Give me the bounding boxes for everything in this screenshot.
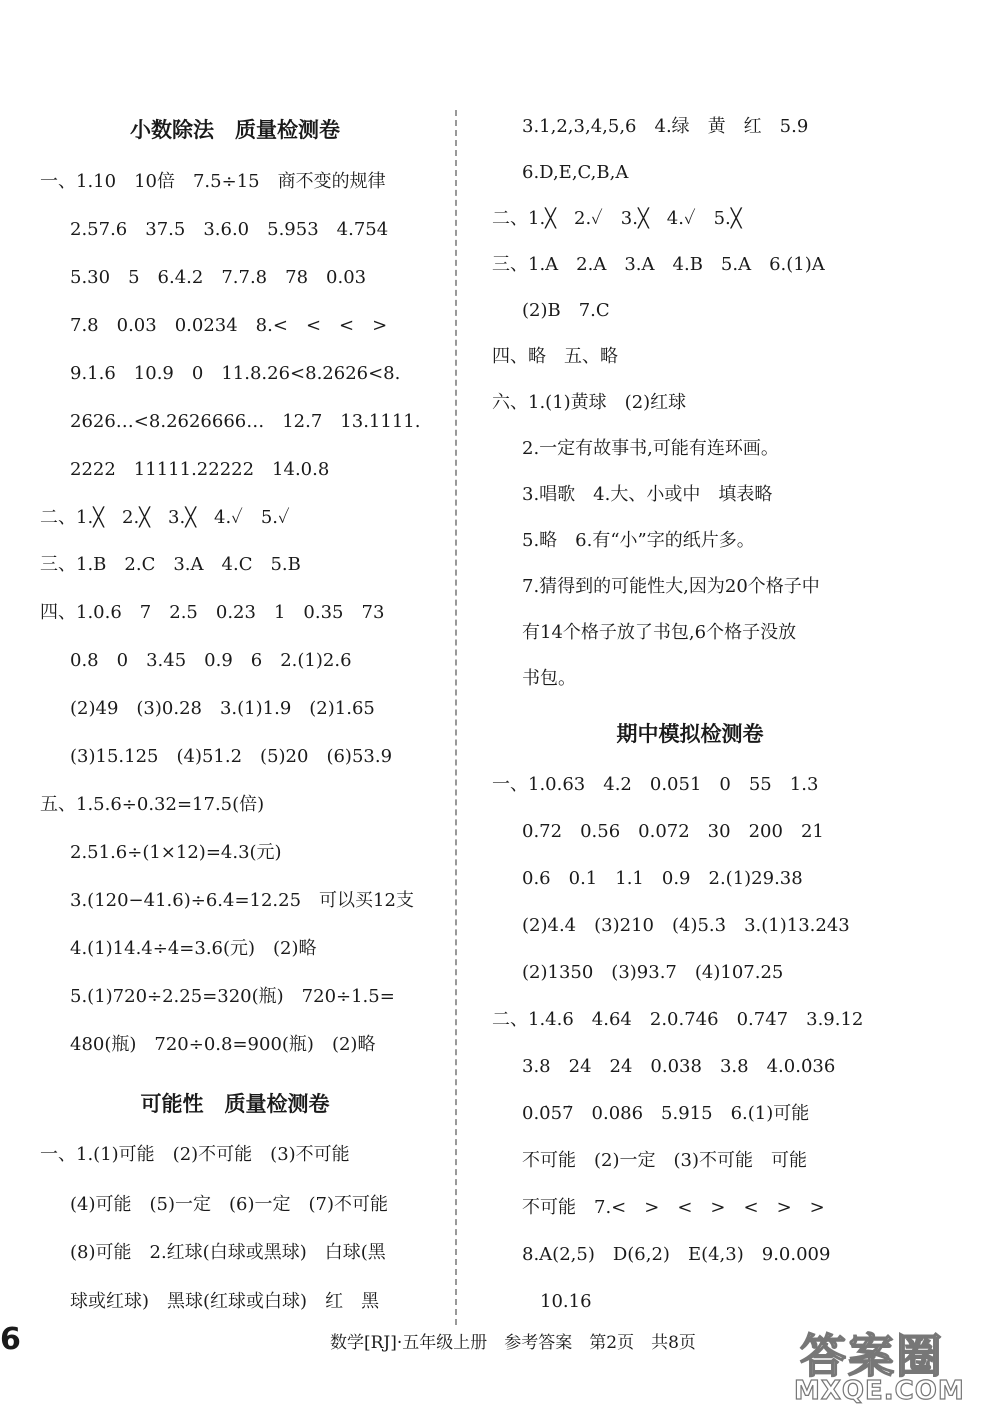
answer-line: 二、1.4.6 4.64 2.0.7̇46̇ 0.747 3.9.12 <box>492 1009 864 1030</box>
footer-text: 数学[RJ]·五年级上册 参考答案 第2页 共8页 <box>330 1333 696 1353</box>
answer-line: 7.8 0.03 0.0234 8.< < < > <box>70 315 388 336</box>
answer-line: (4)可能 (5)一定 (6)一定 (7)不可能 <box>70 1194 388 1215</box>
answer-line: (2)1350 (3)93.7 (4)107.25 <box>522 962 784 983</box>
section-title-midterm: 期中模拟检测卷 <box>616 722 764 746</box>
answer-line: 5.30 5 6.4.2 7.7.8 78 0.03 <box>70 267 367 288</box>
section-title-decimal-division: 小数除法 质量检测卷 <box>130 118 340 142</box>
answer-line: 0.72 0.56 0.072 30 200 21 <box>522 821 824 842</box>
answer-line: 3.唱歌 4.大、小或中 填表略 <box>522 484 773 505</box>
answer-line: 0.0̇57̇ 0.086 5.915 6.(1)可能 <box>522 1103 810 1124</box>
answer-line: 五、1.5.6÷0.32=17.5(倍) <box>40 794 265 815</box>
answer-line: 480(瓶) 720÷0.8=900(瓶) (2)略 <box>70 1034 376 1055</box>
answer-line: 书包。 <box>522 668 576 689</box>
answer-line: 5.略 6.有“小”字的纸片多。 <box>522 530 755 551</box>
column-divider <box>455 110 457 1325</box>
answer-line: 5.(1)720÷2.25=320(瓶) 720÷1.5= <box>70 986 395 1007</box>
answer-line: 0.8 0 3.45 0.9 6 2.(1)2.6 <box>70 650 352 671</box>
answer-line: 二、1.╳ 2.✓ 3.╳ 4.✓ 5.╳ <box>492 208 742 229</box>
answer-line: 7.猜得到的可能性大,因为20个格子中 <box>522 576 820 597</box>
answer-line: 三、1.B 2.C 3.A 4.C 5.B <box>40 554 301 575</box>
page-number-mark: 6 <box>0 1322 21 1357</box>
answer-line: 六、1.(1)黄球 (2)红球 <box>492 392 687 413</box>
answer-line: 2.57.6 37.5 3.6.0 5.953 4.754 <box>70 219 389 240</box>
watermark-bottom-text: MXQE.COM <box>794 1376 965 1406</box>
answer-line: 一、1.10 10倍 7.5÷15 商不变的规律 <box>40 171 386 192</box>
answer-line: 8.A(2,5) D(6,2) E(4,3) 9.0.009 <box>522 1244 831 1265</box>
watermark-top-text: 答案圈 <box>800 1329 944 1383</box>
answer-line: 2222 11111.22222 14.0.8 <box>70 459 330 480</box>
answer-line: 不可能 (2)一定 (3)不可能 可能 <box>522 1150 807 1171</box>
answer-line: 9.1.6 10.9 0 11.8.26<8.2626<8. <box>70 363 401 384</box>
answer-line: 三、1.A 2.A 3.A 4.B 5.A 6.(1)A <box>492 254 825 275</box>
answer-line: 一、1.0.63 4.2 0.051 0 55 1.3 <box>492 774 819 795</box>
answer-line: (2)4.4 (3)210 (4)5.3̇ 3.(1)13.243 <box>522 915 850 936</box>
answer-line: 球或红球) 黑球(红球或白球) 红 黑 <box>70 1291 380 1312</box>
answer-line: 有14个格子放了书包,6个格子没放 <box>522 622 797 643</box>
answer-line: (8)可能 2.红球(白球或黑球) 白球(黑 <box>70 1242 386 1263</box>
answer-line: 3.(120−41.6)÷6.4=12.25 可以买12支 <box>70 890 414 911</box>
answer-line: 4.(1)14.4÷4=3.6(元) (2)略 <box>70 938 317 959</box>
answer-line: 6.D,E,C,B,A <box>522 162 629 183</box>
answer-line: 二、1.╳ 2.╳ 3.╳ 4.✓ 5.✓ <box>40 507 290 528</box>
answer-line: 2.51.6÷(1×12)=4.3(元) <box>70 842 282 863</box>
answer-line: (2)B 7.C <box>522 300 610 321</box>
answer-line: 四、略 五、略 <box>492 346 618 367</box>
answer-line: 3.1,2,3,4,5,6 4.绿 黄 红 5.9 <box>522 116 809 137</box>
answer-line: 0.6 0.1 1.1 0.9 2.(1)29.38 <box>522 868 803 889</box>
answer-line: 一、1.(1)可能 (2)不可能 (3)不可能 <box>40 1144 350 1165</box>
answer-line: 3.8 24 24 0.038 3.8 4.0.0̇36̇ <box>522 1056 836 1077</box>
site-watermark-logo <box>790 1320 990 1408</box>
answer-line: (2)49 (3)0.28 3.(1)1.9 (2)1.65 <box>70 698 375 719</box>
answer-line: 不可能 7.< > < > < > > <box>522 1197 825 1218</box>
answer-line: 四、1.0.6 7 2.5 0.23 1 0.35 73 <box>40 602 385 623</box>
answer-line: 2.一定有故事书,可能有连环画。 <box>522 438 779 459</box>
answer-line: 2626…<8.2626666… 12.7 13.1111. <box>70 411 421 432</box>
section-title-possibility: 可能性 质量检测卷 <box>140 1092 330 1116</box>
answer-line: (3)15.125 (4)51.2 (5)20 (6)53.9 <box>70 746 393 767</box>
answer-line: 10.16 <box>540 1291 592 1312</box>
